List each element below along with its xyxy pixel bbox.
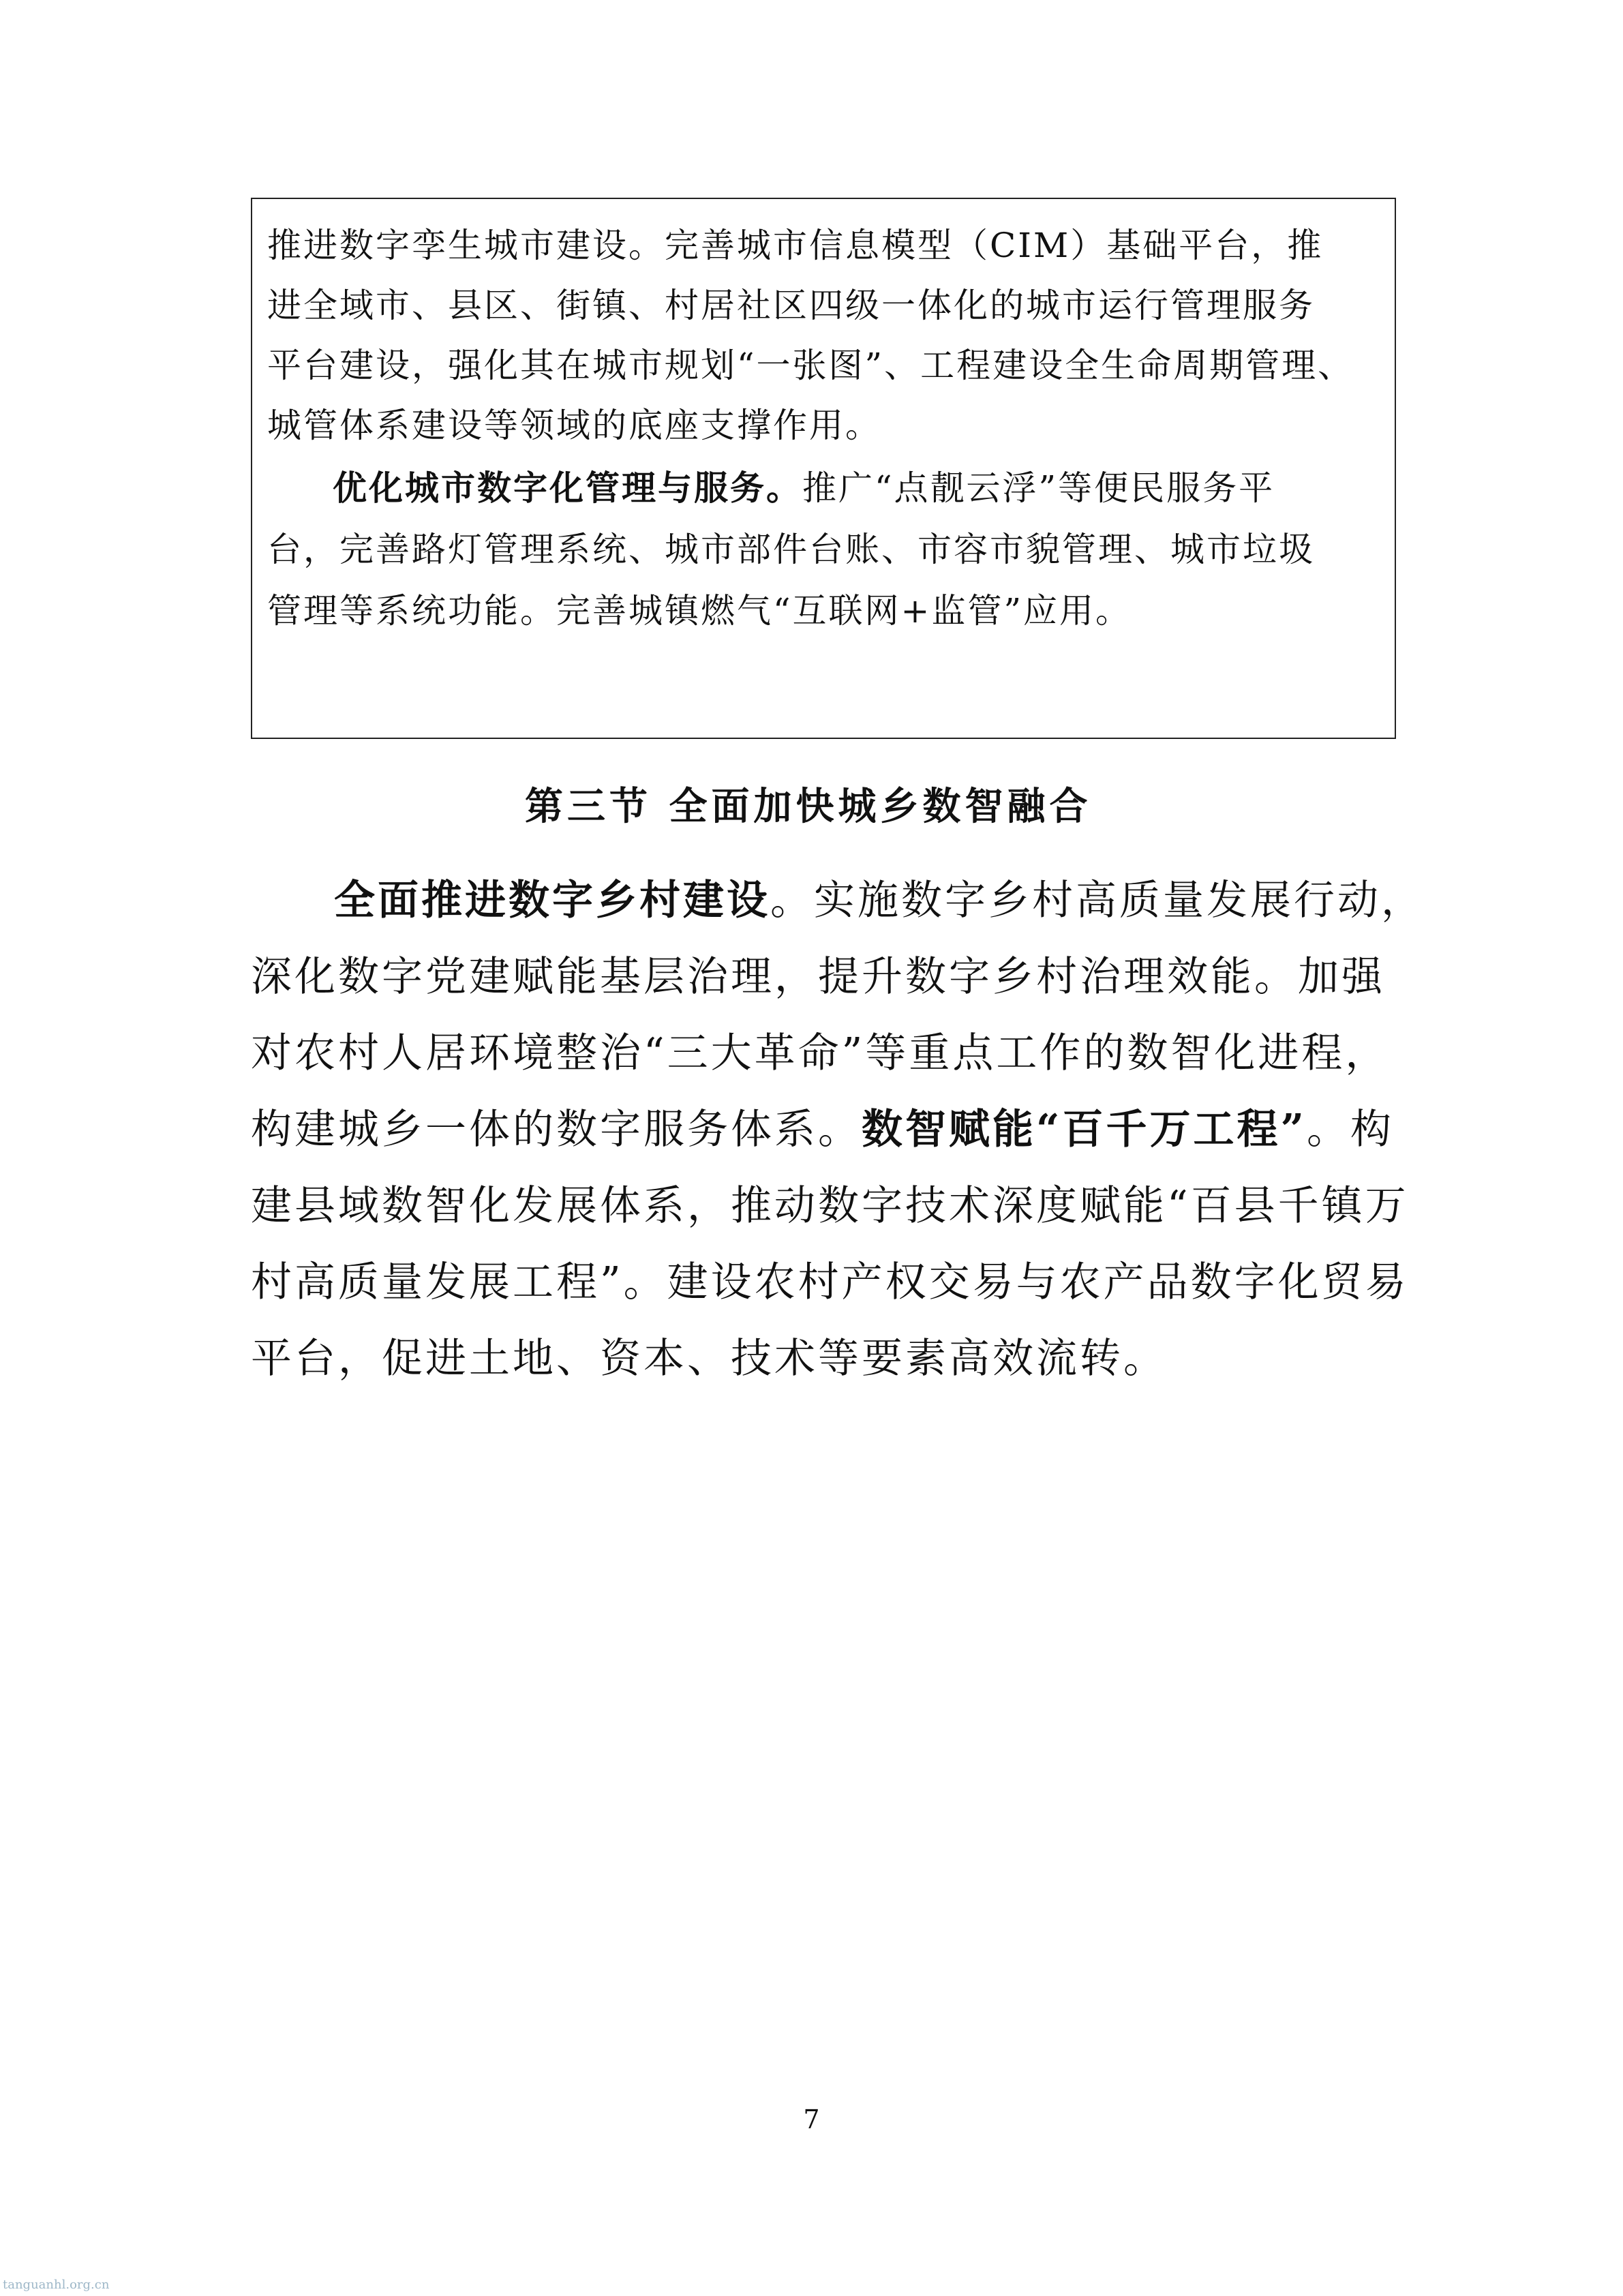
box-paragraph-2-line-1 [333,468,1275,509]
body-line-4 [251,1104,1394,1155]
watermark: tanguanhl.org.cn [3,2278,110,2292]
box-paragraph-2-line-3: 管理等系统功能。完善城镇燃气“互联网+监管”应用。 [267,591,1132,631]
body-line-6: 村高质量发展工程”。建设农村产权交易与农产品数字化贸易 [251,1258,1409,1306]
box-paragraph-1-line-4: 城管体系建设等领域的底座支撑作用。 [267,406,881,445]
box-paragraph-2-text: 推广“点靓云浮”等便民服务平 [802,468,1275,508]
body-line-3: 对农村人居环境整治“三大革命”等重点工作的数智化进程， [251,1029,1389,1077]
body-line-7: 平台，促进土地、资本、技术等要素高效流转。 [251,1335,1167,1383]
box-paragraph-2-lead: 优化城市数字化管理与服务。 [333,468,802,508]
body-line-1-text: 。实施数字乡村高质量发展行动， [770,877,1425,924]
box-paragraph-1-line-1: 推进数字孪生城市建设。完善城市信息模型（CIM）基础平台，推 [267,226,1324,265]
body-line-1 [334,875,1425,926]
body-lead-title-2: 数智赋能“百千万工程” [862,1106,1307,1153]
section-heading: 第三节 全面加快城乡数智融合 [525,784,1092,829]
page-number: 7 [803,2104,820,2134]
body-line-4-text: 构建城乡一体的数字服务体系。 [251,1106,862,1153]
body-line-4-tail: 。构 [1307,1106,1395,1153]
body-line-5: 建县域数智化发展体系，推动数字技术深度赋能“百县千镇万 [251,1182,1409,1230]
box-paragraph-2-line-2: 台，完善路灯管理系统、城市部件台账、市容市貌管理、城市垃圾 [267,530,1315,569]
body-lead-title: 全面推进数字乡村建设 [334,877,770,924]
box-paragraph-1-line-2: 进全域市、县区、街镇、村居社区四级一体化的城市运行管理服务 [267,286,1315,325]
body-line-2: 深化数字党建赋能基层治理，提升数字乡村治理效能。加强 [251,953,1385,1001]
box-paragraph-1-line-3: 平台建设，强化其在城市规划“一张图”、工程建设全生命周期管理、 [267,346,1354,385]
